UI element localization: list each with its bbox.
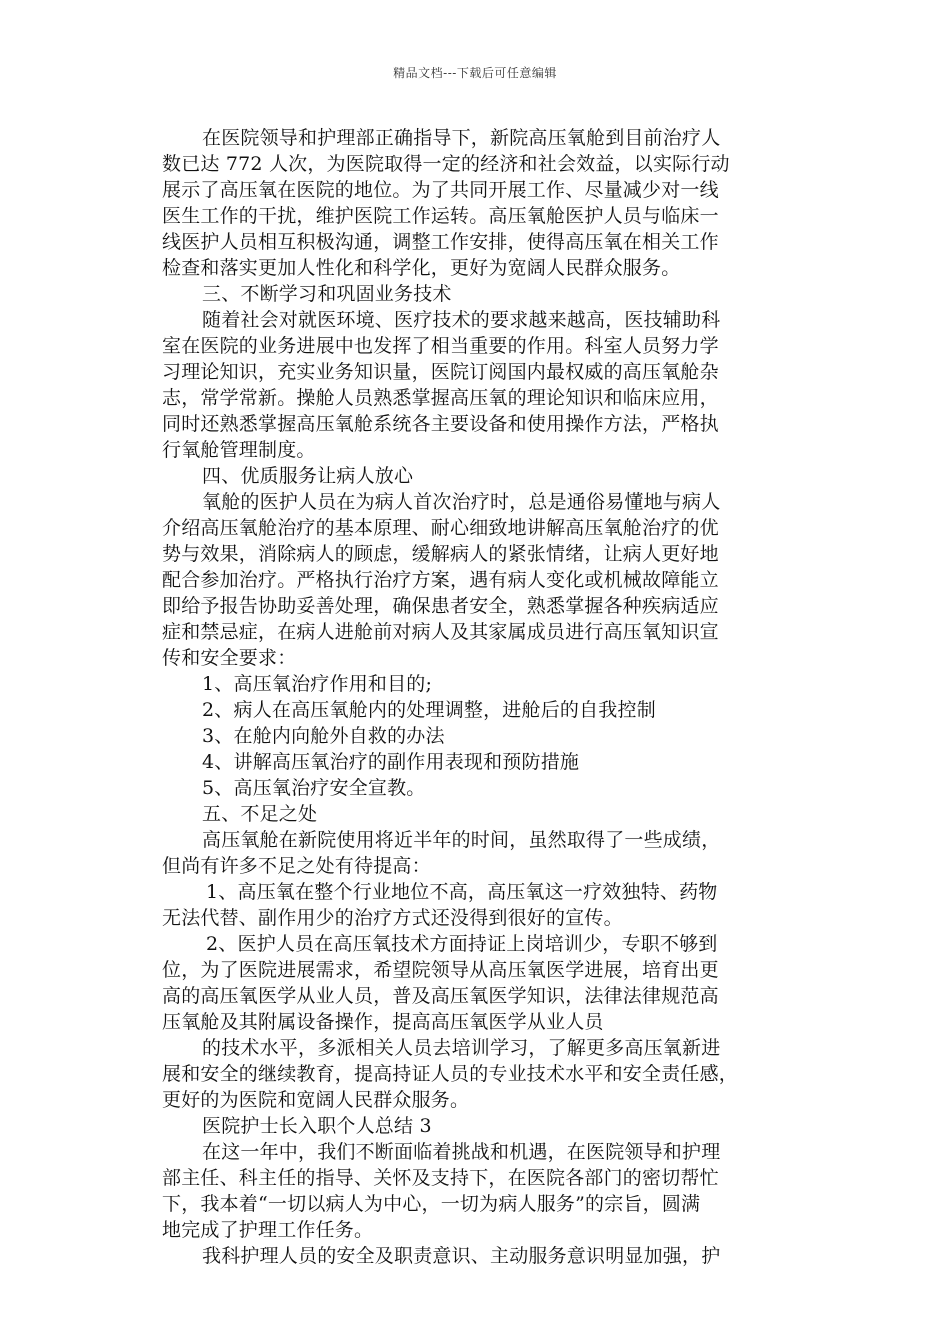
- list-item: 3、在舱内向舱外自救的办法: [202, 725, 445, 747]
- text-line: 志，常学常新。操舱人员熟悉掌握高压氧的理论知识和临床应用，: [162, 387, 719, 409]
- text-line: 行氧舱管理制度。: [162, 439, 316, 461]
- text-line: 位，为了医院进展需求，希望院领导从高压氧医学进展，培育出更: [162, 959, 719, 981]
- list-item: 4、讲解高压氧治疗的副作用表现和预防措施: [202, 751, 580, 773]
- text-line: 高的高压氧医学从业人员，普及高压氧医学知识，法律法律规范高: [162, 985, 719, 1007]
- text-line: 压氧舱及其附属设备操作，提高高压氧医学从业人员: [162, 1011, 604, 1033]
- text-line: 随着社会对就医环境、医疗技术的要求越来越高，医技辅助科: [202, 309, 721, 331]
- text-line: 配合参加治疗。严格执行治疗方案，遇有病人变化或机械故障能立: [162, 569, 719, 591]
- text-line: 在医院领导和护理部正确指导下，新院高压氧舱到目前治疗人: [202, 127, 721, 149]
- list-item: 5、高压氧治疗安全宣教。: [202, 777, 426, 799]
- text-line: 习理论知识，充实业务知识量，医院订阅国内最权威的高压氧舱杂: [162, 361, 719, 383]
- text-line: 地完成了护理工作任务。: [162, 1219, 374, 1241]
- text-line: 氧舱的医护人员在为病人首次治疗时，总是通俗易懂地与病人: [202, 491, 721, 513]
- list-item: 2、医护人员在高压氧技术方面持证上岗培训少，专职不够到: [206, 933, 718, 955]
- text-line: 下，我本着“一切以病人为中心，一切为病人服务”的宗旨，圆满: [162, 1193, 701, 1215]
- list-item: 1、高压氧治疗作用和目的;: [202, 673, 433, 695]
- section-heading: 四、优质服务让病人放心: [202, 465, 414, 487]
- text-line: 在这一年中，我们不断面临着挑战和机遇，在医院领导和护理: [202, 1141, 721, 1163]
- text-line: 传和安全要求：: [162, 647, 297, 669]
- page-header: 精品文档---下载后可任意编辑: [393, 66, 557, 80]
- text-line: 我科护理人员的安全及职责意识、主动服务意识明显加强，护: [202, 1245, 721, 1267]
- text-line: 无法代替、副作用少的治疗方式还没得到很好的宣传。: [162, 907, 623, 929]
- document-body: [162, 125, 812, 1269]
- text-line: 医生工作的干扰，维护医院工作运转。高压氧舱医护人员与临床一: [162, 205, 719, 227]
- text-line: 线医护人员相互积极沟通，调整工作安排，使得高压氧在相关工作: [162, 231, 719, 253]
- section-heading: 三、不断学习和巩固业务技术: [202, 283, 452, 305]
- text-line: 检查和落实更加人性化和科学化，更好为宽阔人民群众服务。: [162, 257, 681, 279]
- list-item: 2、病人在高压氧舱内的处理调整，进舱后的自我控制: [202, 699, 656, 721]
- text-line: 但尚有许多不足之处有待提高：: [162, 855, 431, 877]
- text-line: 展和安全的继续教育，提高持证人员的专业技术水平和安全责任感，: [162, 1063, 739, 1085]
- text-line: 介绍高压氧舱治疗的基本原理、耐心细致地讲解高压氧舱治疗的优: [162, 517, 719, 539]
- list-item: 1、高压氧在整个行业地位不高，高压氧这一疗效独特、药物: [206, 881, 718, 903]
- text-line: 症和禁忌症，在病人进舱前对病人及其家属成员进行高压氧知识宣: [162, 621, 719, 643]
- text-line: 势与效果，消除病人的顾虑，缓解病人的紧张情绪，让病人更好地: [162, 543, 719, 565]
- text-line: 数已达 772 人次，为医院取得一定的经济和社会效益，以实际行动: [162, 153, 730, 175]
- section-heading: 五、不足之处: [202, 803, 318, 825]
- section-heading: 医院护士长入职个人总结 3: [202, 1115, 432, 1137]
- text-line: 的技术水平，多派相关人员去培训学习，了解更多高压氧新进: [202, 1037, 721, 1059]
- text-line: 高压氧舱在新院使用将近半年的时间，虽然取得了一些成绩，: [202, 829, 721, 851]
- text-line: 展示了高压氧在医院的地位。为了共同开展工作、尽量减少对一线: [162, 179, 719, 201]
- text-line: 更好的为医院和宽阔人民群众服务。: [162, 1089, 470, 1111]
- text-line: 同时还熟悉掌握高压氧舱系统各主要设备和使用操作方法，严格执: [162, 413, 719, 435]
- text-line: 室在医院的业务进展中也发挥了相当重要的作用。科室人员努力学: [162, 335, 719, 357]
- text-line: 即给予报告协助妥善处理，确保患者安全，熟悉掌握各种疾病适应: [162, 595, 719, 617]
- text-line: 部主任、科主任的指导、关怀及支持下，在医院各部门的密切帮忙: [162, 1167, 719, 1189]
